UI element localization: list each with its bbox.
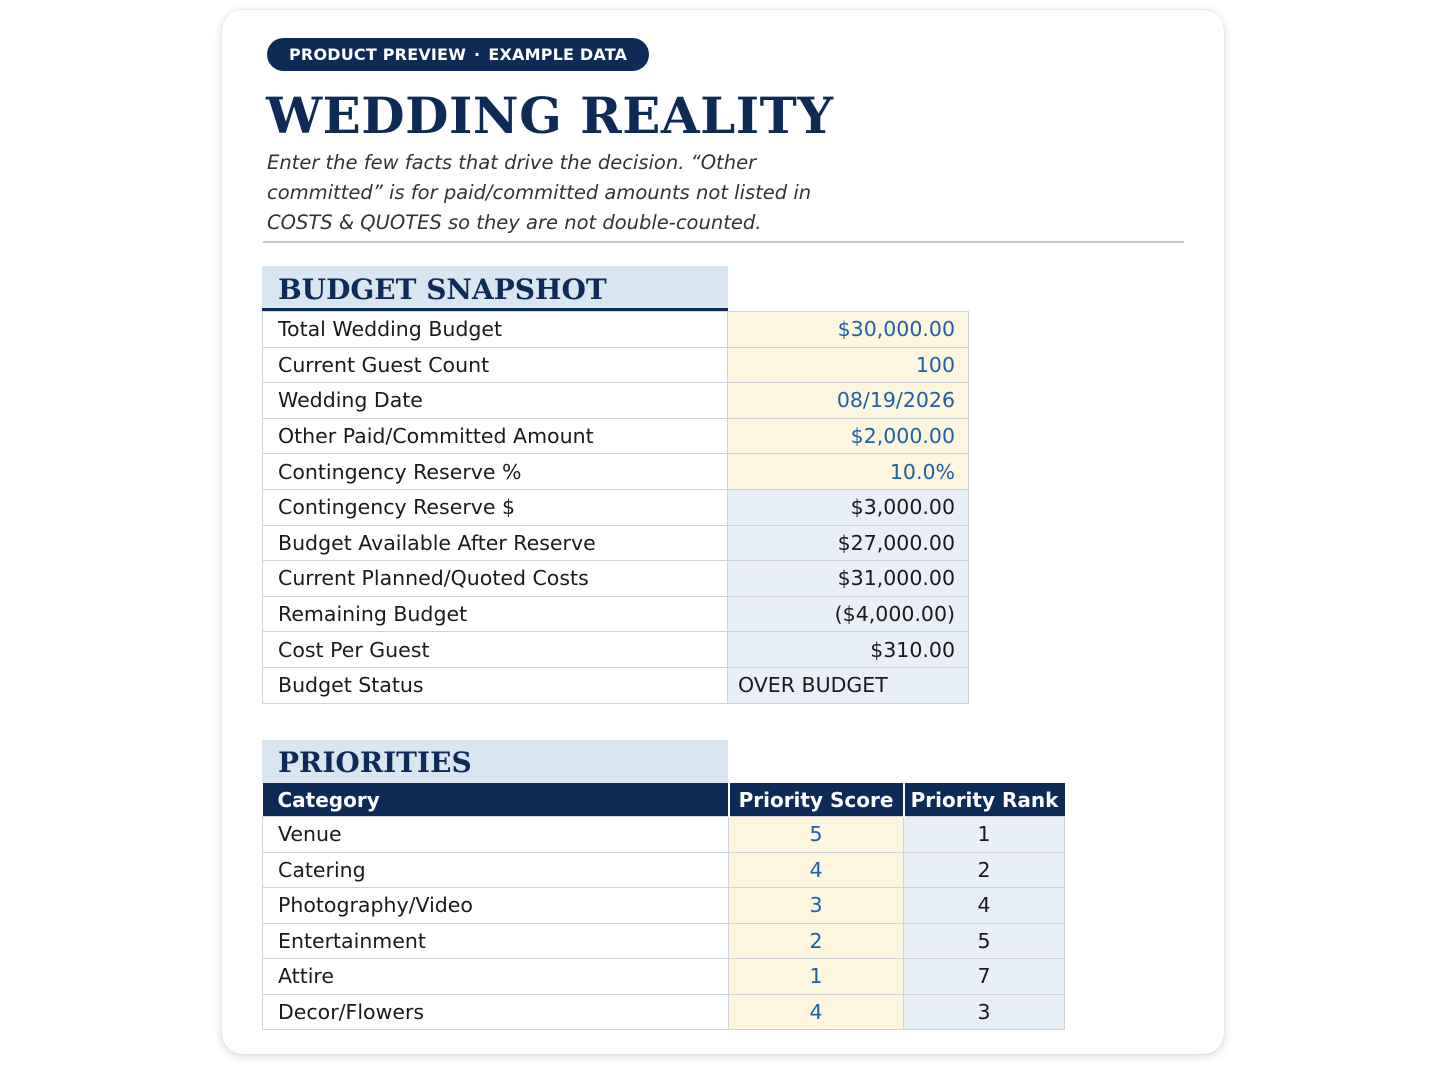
page-subtitle: Enter the few facts that drive the decision. “Other committed” is for paid/committed amounts not listed in COSTS & QUOTES so they are not double-counted. bbox=[267, 151, 812, 234]
snapshot-label: Contingency Reserve $ bbox=[263, 489, 728, 525]
priority-category: Catering bbox=[263, 852, 729, 888]
priority-rank: 1 bbox=[904, 817, 1065, 853]
snapshot-row bbox=[263, 632, 969, 668]
page-title: WEDDING REALITY bbox=[266, 86, 834, 145]
snapshot-value: $31,000.00 bbox=[728, 561, 969, 597]
snapshot-input-value[interactable]: $2,000.00 bbox=[728, 418, 969, 454]
snapshot-label: Budget Status bbox=[263, 667, 728, 703]
priority-score-input[interactable]: 3 bbox=[729, 888, 904, 924]
priorities-header-row bbox=[263, 783, 1065, 817]
priority-row bbox=[263, 959, 1065, 995]
priority-score-input[interactable]: 4 bbox=[729, 852, 904, 888]
snapshot-label: Cost Per Guest bbox=[263, 632, 728, 668]
priority-rank: 4 bbox=[904, 888, 1065, 924]
priority-row bbox=[263, 852, 1065, 888]
badge-right-text: EXAMPLE DATA bbox=[488, 45, 628, 64]
priority-score-input[interactable]: 2 bbox=[729, 923, 904, 959]
column-header-priority-score: Priority Score bbox=[729, 783, 904, 817]
priority-rank: 2 bbox=[904, 852, 1065, 888]
column-header-category: Category bbox=[263, 783, 729, 817]
priority-category: Venue bbox=[263, 817, 729, 853]
budget-snapshot-heading: BUDGET SNAPSHOT bbox=[262, 266, 728, 311]
product-preview-badge bbox=[267, 38, 649, 71]
header-divider bbox=[263, 241, 1184, 243]
priority-row bbox=[263, 888, 1065, 924]
column-header-priority-rank: Priority Rank bbox=[904, 783, 1065, 817]
snapshot-row bbox=[263, 667, 969, 703]
snapshot-label: Current Planned/Quoted Costs bbox=[263, 561, 728, 597]
snapshot-row bbox=[263, 418, 969, 454]
snapshot-value: OVER BUDGET bbox=[728, 667, 969, 703]
snapshot-value: ($4,000.00) bbox=[728, 596, 969, 632]
priority-row bbox=[263, 923, 1065, 959]
snapshot-input-value[interactable]: $30,000.00 bbox=[728, 312, 969, 348]
priority-score-input[interactable]: 5 bbox=[729, 817, 904, 853]
snapshot-row bbox=[263, 596, 969, 632]
priorities-table bbox=[262, 783, 1065, 1030]
snapshot-input-value[interactable]: 08/19/2026 bbox=[728, 383, 969, 419]
snapshot-label: Budget Available After Reserve bbox=[263, 525, 728, 561]
snapshot-label: Total Wedding Budget bbox=[263, 312, 728, 348]
snapshot-row bbox=[263, 525, 969, 561]
badge-left-text: PRODUCT PREVIEW bbox=[289, 45, 467, 64]
priority-rank: 7 bbox=[904, 959, 1065, 995]
badge-separator: · bbox=[474, 45, 481, 64]
snapshot-input-value[interactable]: 100 bbox=[728, 347, 969, 383]
snapshot-label: Wedding Date bbox=[263, 383, 728, 419]
priority-row bbox=[263, 817, 1065, 853]
priority-rank: 3 bbox=[904, 994, 1065, 1030]
budget-snapshot-table bbox=[262, 311, 969, 704]
priority-rank: 5 bbox=[904, 923, 1065, 959]
priority-category: Photography/Video bbox=[263, 888, 729, 924]
snapshot-row bbox=[263, 561, 969, 597]
snapshot-row bbox=[263, 383, 969, 419]
snapshot-label: Current Guest Count bbox=[263, 347, 728, 383]
snapshot-label: Other Paid/Committed Amount bbox=[263, 418, 728, 454]
priority-category: Attire bbox=[263, 959, 729, 995]
priority-score-input[interactable]: 4 bbox=[729, 994, 904, 1030]
snapshot-row bbox=[263, 454, 969, 490]
snapshot-label: Contingency Reserve % bbox=[263, 454, 728, 490]
snapshot-row bbox=[263, 347, 969, 383]
snapshot-input-value[interactable]: 10.0% bbox=[728, 454, 969, 490]
priority-category: Decor/Flowers bbox=[263, 994, 729, 1030]
snapshot-label: Remaining Budget bbox=[263, 596, 728, 632]
priorities-heading: PRIORITIES bbox=[262, 740, 728, 783]
priority-category: Entertainment bbox=[263, 923, 729, 959]
preview-card bbox=[222, 10, 1224, 1054]
priority-row bbox=[263, 994, 1065, 1030]
priority-score-input[interactable]: 1 bbox=[729, 959, 904, 995]
snapshot-value: $310.00 bbox=[728, 632, 969, 668]
snapshot-value: $3,000.00 bbox=[728, 489, 969, 525]
snapshot-row bbox=[263, 312, 969, 348]
snapshot-value: $27,000.00 bbox=[728, 525, 969, 561]
snapshot-row bbox=[263, 489, 969, 525]
